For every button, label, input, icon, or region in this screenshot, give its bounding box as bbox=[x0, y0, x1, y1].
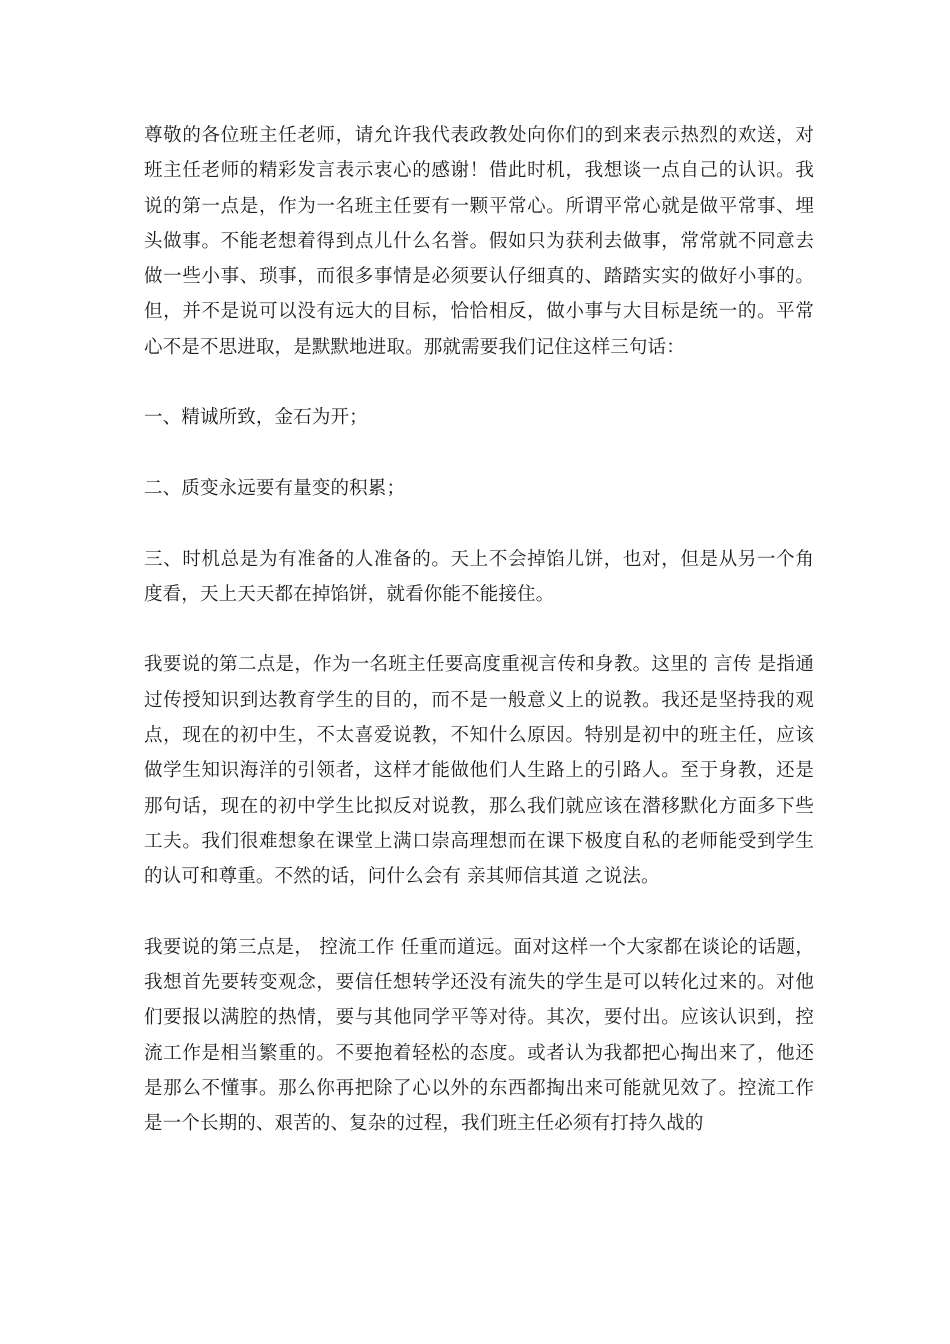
paragraph-third-point: 我要说的第三点是， 控流工作 任重而道远。面对这样一个大家都在谈论的话题，我想首先要转变观念，要信任想转学还没有流失的学生是可以转化过来的。对他们要报以满腔的热情，要与其他同学平等对待。其次，要付出。应该认识到，控流工作是相当繁重的。不要抱着轻松的态度。或者认为我都把心掏出来了，他还是那么不懂事。那么你再把除了心以外的东西都掏出来可能就见效了。控流工作是一个长期的、艰苦的、复杂的过程，我们班主任必须有打持久战的 bbox=[144, 936, 814, 1135]
paragraph-spacer bbox=[144, 365, 814, 400]
paragraph-spacer bbox=[144, 612, 814, 647]
paragraph-second-point: 我要说的第二点是，作为一名班主任要高度重视言传和身教。这里的 言传 是指通过传授知识到达教育学生的目的，而不是一般意义上的说教。我还是坚持我的观点，现在的初中生，不太喜爱说教，不知什么原因。特别是初中的班主任，应该做学生知识海洋的引领者，这样才能做他们人生路上的引路人。至于身教，还是那句话，现在的初中学生比拟反对说教，那么我们就应该在潜移默化方面多下些工夫。我们很难想象在课堂上满口崇高理想而在课下极度自私的老师能受到学生的认可和尊重。不然的话，问什么会有 亲其师信其道 之说法。 bbox=[144, 654, 814, 888]
paragraph-spacer bbox=[144, 436, 814, 471]
list-item-one: 一、精诚所致，金石为开； bbox=[144, 407, 368, 429]
list-item-three: 三、时机总是为有准备的人准备的。天上不会掉馅儿饼，也对，但是从另一个角度看，天上天天都在掉馅饼，就看你能不能接住。 bbox=[144, 548, 814, 605]
paragraph-spacer bbox=[144, 506, 814, 541]
list-item-two: 二、质变永远要有量变的积累； bbox=[144, 477, 406, 499]
document-body bbox=[144, 118, 814, 1142]
paragraph-spacer bbox=[144, 895, 814, 930]
paragraph-opening-remarks: 尊敬的各位班主任老师，请允许我代表政教处向你们的到来表示热烈的欢送，对班主任老师的精彩发言表示衷心的感谢！借此时机，我想谈一点自己的认识。我说的第一点是，作为一名班主任要有一颗平常心。所谓平常心就是做平常事、埋头做事。不能老想着得到点儿什么名誉。假如只为获利去做事，常常就不同意去做一些小事、琐事，而很多事情是必须要认仔细真的、踏踏实实的做好小事的。但，并不是说可以没有远大的目标，恰恰相反，做小事与大目标是统一的。平常心不是不思进取，是默默地进取。那就需要我们记住这样三句话： bbox=[144, 125, 814, 358]
